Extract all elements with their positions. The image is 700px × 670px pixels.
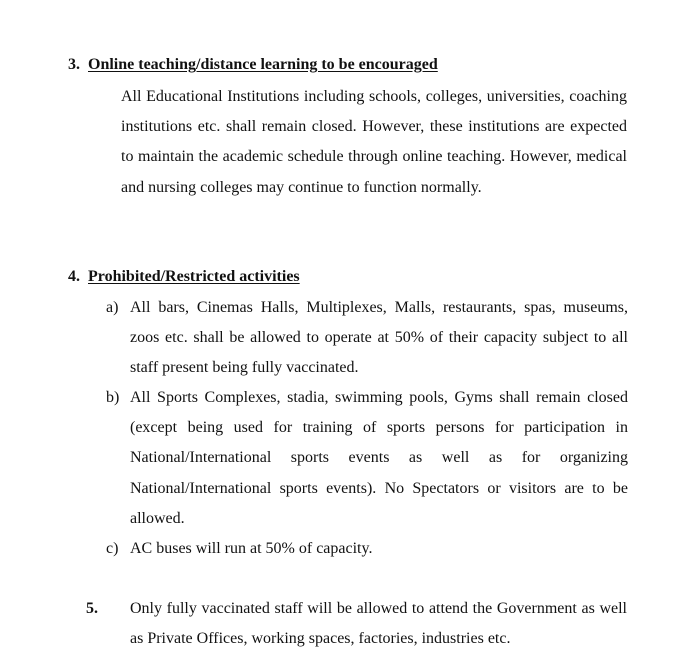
section-3-title: Online teaching/distance learning to be encouraged [88, 56, 438, 73]
list-item-letter: b) [106, 389, 120, 406]
list-item-letter: c) [106, 540, 119, 557]
list-item-text: All Sports Complexes, stadia, swimming pools, Gyms shall remain closed (except being used for training of sports persons for participation in National/International sports events as well as for organizing National/International sports events). No Spectators or visitors are to be allowed. [130, 389, 628, 527]
section-4-title: Prohibited/Restricted activities [88, 268, 300, 285]
section-3-paragraph: All Educational Institutions including schools, colleges, universities, coaching institutions etc. shall remain closed. However, these institutions are expected to maintain the academic schedule through online teaching. However, medical and nursing colleges may continue to function normally. [121, 88, 627, 196]
section-4-number: 4. [68, 268, 80, 285]
section-3-number: 3. [68, 56, 80, 73]
section-5-paragraph: Only fully vaccinated staff will be allowed to attend the Government as well as Private Offices, working spaces, factories, industries etc. [130, 600, 627, 647]
list-item-text: All bars, Cinemas Halls, Multiplexes, Malls, restaurants, spas, museums, zoos etc. shall be allowed to operate at 50% of their capacity subject to all staff present being fully vaccinated. [130, 299, 628, 377]
list-item-letter: a) [106, 299, 119, 316]
section-5-number: 5. [86, 600, 98, 617]
list-item-text: AC buses will run at 50% of capacity. [130, 540, 373, 557]
section-3-heading [68, 56, 438, 74]
section-4-heading [68, 268, 300, 286]
